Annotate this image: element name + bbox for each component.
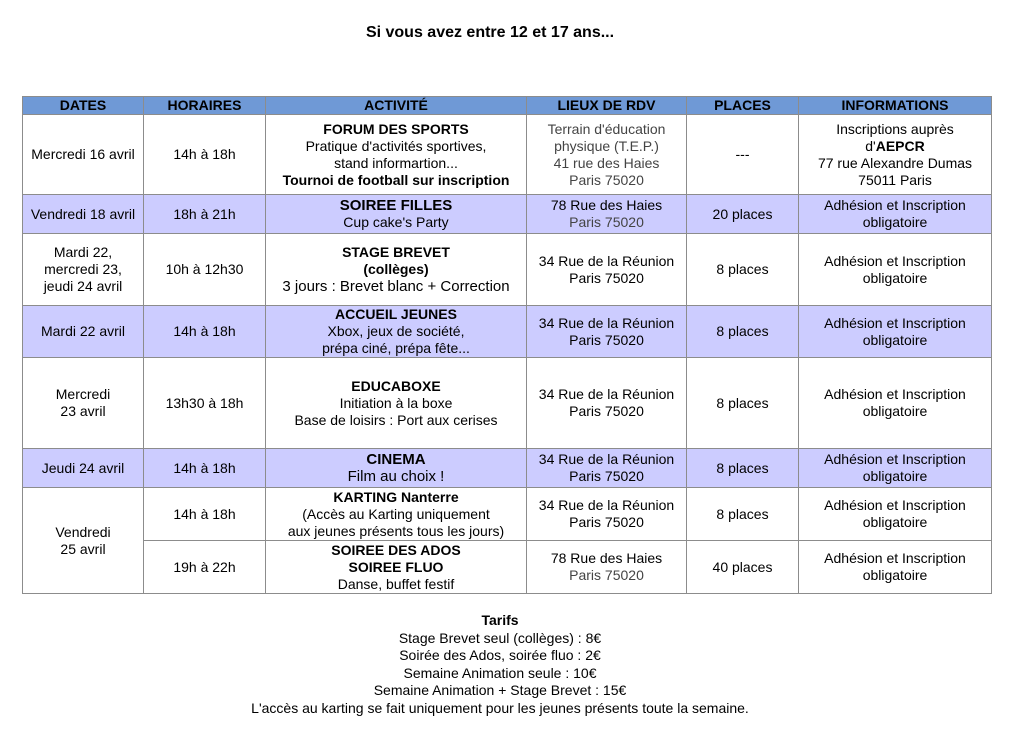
info-cell: Adhésion et Inscription obligatoire	[799, 195, 992, 234]
table-row	[23, 306, 992, 358]
tarif-line: Semaine Animation seule : 10€	[403, 664, 597, 681]
lieu-cell: 34 Rue de la Réunion Paris 75020	[527, 449, 687, 488]
activite-cell: SOIREE DES ADOS SOIREE FLUO Danse, buffet festif	[266, 541, 527, 594]
places-cell: 8 places	[687, 306, 799, 358]
places-cell: 8 places	[687, 488, 799, 541]
tarif-line: Semaine Animation + Stage Brevet : 15€	[373, 682, 627, 698]
lieu-cell: 78 Rue des Haies Paris 75020	[527, 541, 687, 594]
info-cell: Adhésion et Inscription obligatoire	[799, 234, 992, 306]
horaire-cell: 13h30 à 18h	[144, 358, 266, 449]
horaire-cell: 14h à 18h	[144, 488, 266, 541]
date-cell: Jeudi 24 avril	[23, 449, 144, 488]
places-cell: 40 places	[687, 541, 799, 594]
tarif-note: L'accès au karting se fait uniquement pour les jeunes présents toute la semaine.	[251, 699, 749, 716]
lieu-cell: 78 Rue des Haies Paris 75020	[527, 195, 687, 234]
places-cell: 8 places	[687, 234, 799, 306]
activite-cell: FORUM DES SPORTS Pratique d'activités sportives, stand informartion... Tournoi de football sur inscription	[266, 115, 527, 195]
info-cell: Adhésion et Inscription obligatoire	[799, 358, 992, 449]
lieu-cell: 34 Rue de la Réunion Paris 75020	[527, 488, 687, 541]
tarif-line: Stage Brevet seul (collèges) : 8€	[398, 629, 602, 646]
table-row	[23, 488, 992, 541]
activite-cell: CINEMA Film au choix !	[266, 449, 527, 488]
header-activite: ACTIVITÉ	[266, 97, 527, 115]
header-lieux: LIEUX DE RDV	[527, 97, 687, 115]
horaire-cell: 18h à 21h	[144, 195, 266, 234]
activite-cell: SOIREE FILLES Cup cake's Party	[266, 195, 527, 234]
table-header-row	[23, 97, 992, 115]
header-informations: INFORMATIONS	[799, 97, 992, 115]
header-places: PLACES	[687, 97, 799, 115]
date-cell: Vendredi 18 avril	[23, 195, 144, 234]
page-title: Si vous avez entre 12 et 17 ans...	[365, 24, 615, 41]
places-cell: ---	[687, 115, 799, 195]
date-cell: Mercredi 23 avril	[23, 358, 144, 449]
date-cell: Vendredi 25 avril	[23, 488, 144, 594]
date-cell: Mardi 22 avril	[23, 306, 144, 358]
header-dates: DATES	[23, 97, 144, 115]
date-cell: Mardi 22, mercredi 23, jeudi 24 avril	[23, 234, 144, 306]
activite-cell: STAGE BREVET (collèges) 3 jours : Brevet blanc + Correction	[266, 234, 527, 306]
date-cell: Mercredi 16 avril	[23, 115, 144, 195]
tarif-line: Soirée des Ados, soirée fluo : 2€	[399, 647, 601, 663]
lieu-cell: Terrain d'éducation physique (T.E.P.) 41 rue des Haies Paris 75020	[527, 115, 687, 195]
tarifs-section	[0, 612, 1000, 717]
table-row	[23, 234, 992, 306]
info-cell: Adhésion et Inscription obligatoire	[799, 306, 992, 358]
info-cell: Adhésion et Inscription obligatoire	[799, 488, 992, 541]
places-cell: 8 places	[687, 449, 799, 488]
lieu-cell: 34 Rue de la Réunion Paris 75020	[527, 358, 687, 449]
info-cell: Adhésion et Inscription obligatoire	[799, 449, 992, 488]
horaire-cell: 14h à 18h	[144, 306, 266, 358]
tarifs-title: Tarifs	[481, 612, 519, 628]
activite-cell: ACCUEIL JEUNES Xbox, jeux de société, prépa ciné, prépa fête...	[266, 306, 527, 358]
table-row	[23, 115, 992, 195]
schedule-table	[22, 96, 992, 594]
header-horaires: HORAIRES	[144, 97, 266, 115]
horaire-cell: 14h à 18h	[144, 115, 266, 195]
places-cell: 20 places	[687, 195, 799, 234]
table-row	[23, 541, 992, 594]
table-row	[23, 449, 992, 488]
info-cell: Inscriptions auprès d'AEPCR 77 rue Alexandre Dumas 75011 Paris	[799, 115, 992, 195]
info-cell: Adhésion et Inscription obligatoire	[799, 541, 992, 594]
lieu-cell: 34 Rue de la Réunion Paris 75020	[527, 234, 687, 306]
lieu-cell: 34 Rue de la Réunion Paris 75020	[527, 306, 687, 358]
activite-cell: KARTING Nanterre (Accès au Karting uniquement aux jeunes présents tous les jours)	[266, 488, 527, 541]
table-row	[23, 195, 992, 234]
horaire-cell: 19h à 22h	[144, 541, 266, 594]
activite-cell: EDUCABOXE Initiation à la boxe Base de loisirs : Port aux cerises	[266, 358, 527, 449]
horaire-cell: 10h à 12h30	[144, 234, 266, 306]
table-row	[23, 358, 992, 449]
horaire-cell: 14h à 18h	[144, 449, 266, 488]
places-cell: 8 places	[687, 358, 799, 449]
